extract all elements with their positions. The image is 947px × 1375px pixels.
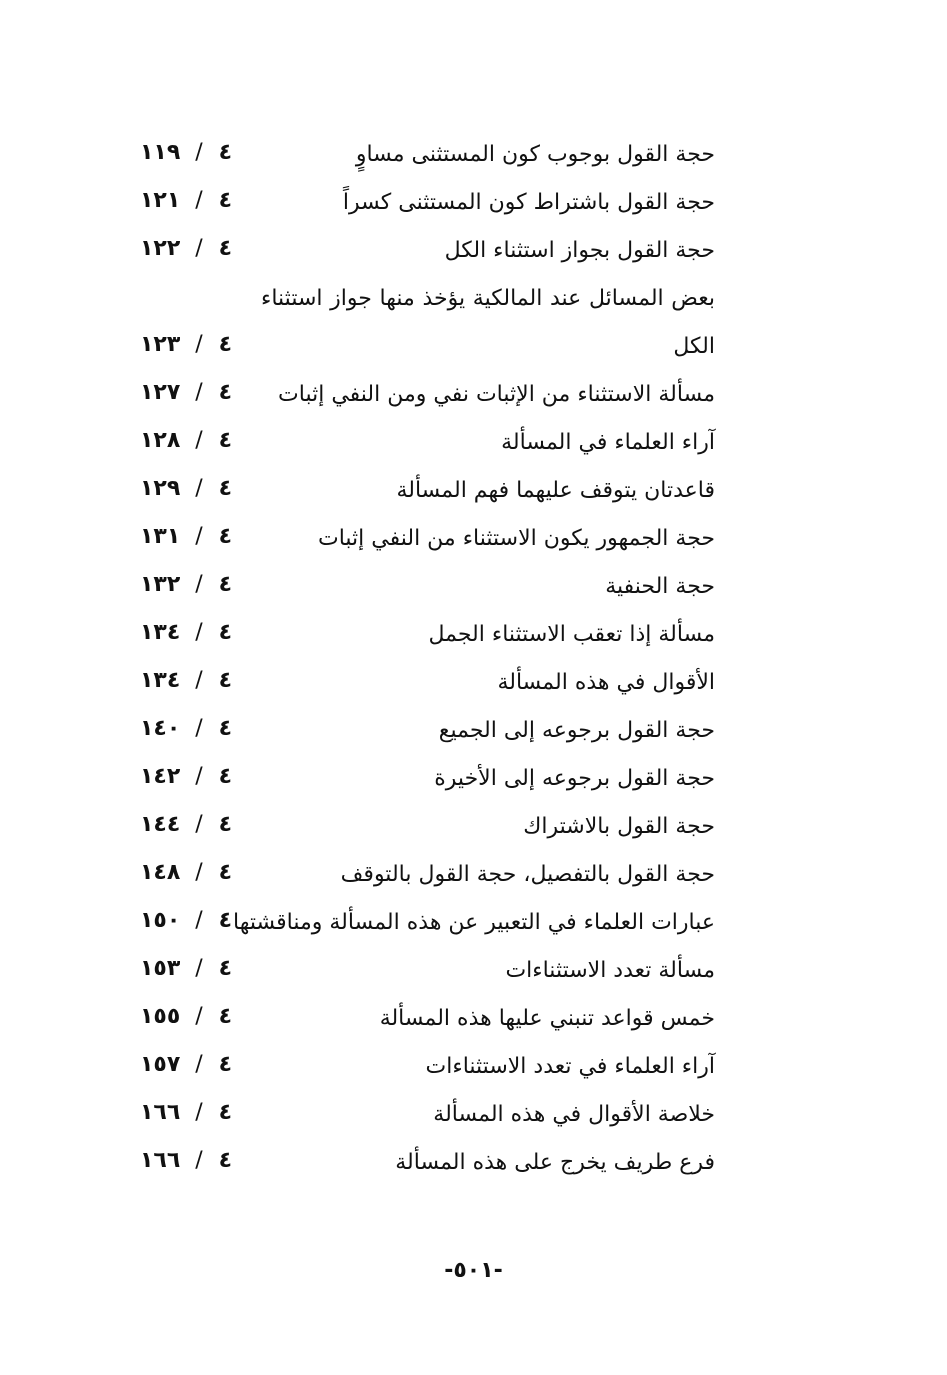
- toc-separator: /: [195, 812, 203, 837]
- table-of-contents: [0, 131, 947, 1187]
- toc-page-number: ١٤٠: [140, 716, 181, 741]
- toc-row: [0, 755, 947, 803]
- toc-entry-title: بعض المسائل عند المالكية يؤخذ منها جواز استثناء: [261, 286, 715, 311]
- toc-volume-number: ٤: [218, 188, 232, 213]
- toc-page-number: ١٦٦: [140, 1100, 181, 1125]
- toc-page-number: ١٥٥: [140, 1004, 181, 1029]
- toc-row: [0, 131, 947, 179]
- toc-row: [0, 995, 947, 1043]
- toc-page-number: ١٢٩: [140, 476, 181, 501]
- toc-entry-title: آراء العلماء في تعدد الاستثناءات: [425, 1054, 715, 1079]
- toc-volume-number: ٤: [218, 1004, 232, 1029]
- toc-page-number: ١٣١: [140, 524, 181, 549]
- toc-entry-reference: [140, 377, 236, 409]
- toc-entry-title: حجة القول باشتراط كون المستثنى كسراً: [342, 190, 715, 215]
- toc-entry-title: حجة الحنفية: [605, 574, 715, 599]
- toc-volume-number: ٤: [218, 812, 232, 837]
- toc-entry-title: آراء العلماء في المسألة: [501, 430, 715, 455]
- toc-page-number: ١٦٦: [140, 1148, 181, 1173]
- toc-volume-number: ٤: [218, 1148, 232, 1173]
- toc-row: [0, 371, 947, 419]
- toc-page-number: ١٤٨: [140, 860, 181, 885]
- toc-volume-number: ٤: [218, 956, 232, 981]
- toc-row: [0, 1139, 947, 1187]
- toc-volume-number: ٤: [218, 140, 232, 165]
- toc-volume-number: ٤: [218, 476, 232, 501]
- toc-row: [0, 323, 947, 371]
- toc-page-number: ١٢٢: [140, 236, 181, 261]
- toc-entry-title: حجة القول بجواز استثناء الكل: [444, 238, 715, 263]
- toc-row: [0, 467, 947, 515]
- toc-entry-title: قاعدتان يتوقف عليهما فهم المسألة: [396, 478, 715, 503]
- toc-entry-reference: [140, 713, 236, 745]
- toc-row: [0, 1043, 947, 1091]
- toc-row: [0, 707, 947, 755]
- toc-row: [0, 227, 947, 275]
- toc-entry-reference: [140, 1145, 236, 1177]
- toc-entry-title: مسألة الاستثناء من الإثبات نفي ومن النفي إثبات: [278, 382, 715, 407]
- toc-separator: /: [195, 428, 203, 453]
- toc-page-number: ١٥٠: [140, 908, 181, 933]
- toc-volume-number: ٤: [218, 236, 232, 261]
- toc-entry-reference: [140, 809, 236, 841]
- toc-entry-reference: [140, 521, 236, 553]
- toc-page-number: ١٣٢: [140, 572, 181, 597]
- toc-page-number: ١٢٨: [140, 428, 181, 453]
- toc-entry-reference: [140, 137, 236, 169]
- toc-entry-reference: [140, 761, 236, 793]
- toc-separator: /: [195, 188, 203, 213]
- toc-separator: /: [195, 140, 203, 165]
- toc-entry-title: مسألة تعدد الاستثناءات: [505, 958, 715, 983]
- toc-volume-number: ٤: [218, 572, 232, 597]
- toc-page-number: ١٤٢: [140, 764, 181, 789]
- toc-page-number: ١٢٣: [140, 332, 181, 357]
- toc-entry-reference: [140, 1001, 236, 1033]
- toc-volume-number: ٤: [218, 860, 232, 885]
- toc-row: [0, 515, 947, 563]
- toc-entry-reference: [140, 617, 236, 649]
- toc-entry-reference: [140, 185, 236, 217]
- toc-row: [0, 419, 947, 467]
- toc-volume-number: ٤: [218, 668, 232, 693]
- page-number: -٥٠١-: [444, 1258, 503, 1283]
- toc-separator: /: [195, 572, 203, 597]
- toc-separator: /: [195, 860, 203, 885]
- toc-separator: /: [195, 1100, 203, 1125]
- toc-entry-title: مسألة إذا تعقب الاستثناء الجمل: [428, 622, 715, 647]
- toc-volume-number: ٤: [218, 1052, 232, 1077]
- toc-page-number: ١٢٧: [140, 380, 181, 405]
- toc-separator: /: [195, 1052, 203, 1077]
- toc-separator: /: [195, 380, 203, 405]
- toc-volume-number: ٤: [218, 428, 232, 453]
- toc-page-number: ١٤٤: [140, 812, 181, 837]
- toc-row: [0, 803, 947, 851]
- toc-entry-reference: [140, 905, 236, 937]
- toc-separator: /: [195, 956, 203, 981]
- toc-entry-reference: [140, 953, 236, 985]
- toc-volume-number: ٤: [218, 620, 232, 645]
- toc-entry-reference: [140, 425, 236, 457]
- toc-separator: /: [195, 524, 203, 549]
- toc-row: [0, 659, 947, 707]
- toc-entry-title: عبارات العلماء في التعبير عن هذه المسألة ومناقشتها: [233, 910, 715, 935]
- toc-entry-reference: [140, 233, 236, 265]
- toc-entry-title: حجة القول بوجوب كون المستثنى مساوٍ: [355, 142, 715, 167]
- toc-entry-title: خمس قواعد تنبني عليها هذه المسألة: [379, 1006, 715, 1031]
- toc-separator: /: [195, 716, 203, 741]
- toc-entry-reference: [140, 569, 236, 601]
- toc-entry-reference: [140, 857, 236, 889]
- toc-volume-number: ٤: [218, 716, 232, 741]
- toc-page-number: ١٥٣: [140, 956, 181, 981]
- toc-entry-title: حجة القول برجوعه إلى الجميع: [438, 718, 715, 743]
- toc-separator: /: [195, 908, 203, 933]
- toc-page-number: ١٣٤: [140, 668, 181, 693]
- toc-entry-title: حجة الجمهور يكون الاستثناء من النفي إثبات: [317, 526, 715, 551]
- toc-separator: /: [195, 236, 203, 261]
- toc-separator: /: [195, 1148, 203, 1173]
- toc-volume-number: ٤: [218, 380, 232, 405]
- toc-separator: /: [195, 476, 203, 501]
- toc-entry-title: الأقوال في هذه المسألة: [497, 670, 715, 695]
- toc-entry-title: حجة القول بالتفصيل، حجة القول بالتوقف: [340, 862, 715, 887]
- toc-page-number: ١١٩: [140, 140, 181, 165]
- toc-entry-reference: [140, 473, 236, 505]
- toc-page-number: ١٥٧: [140, 1052, 181, 1077]
- toc-entry-title: الكل: [673, 334, 715, 359]
- toc-row: [0, 611, 947, 659]
- toc-separator: /: [195, 620, 203, 645]
- toc-volume-number: ٤: [218, 332, 232, 357]
- toc-separator: /: [195, 668, 203, 693]
- toc-entry-reference: [140, 665, 236, 697]
- toc-entry-title: خلاصة الأقوال في هذه المسألة: [433, 1102, 715, 1127]
- toc-entry-title: حجة القول برجوعه إلى الأخيرة: [434, 766, 715, 791]
- toc-volume-number: ٤: [218, 524, 232, 549]
- toc-row: [0, 947, 947, 995]
- toc-row: [0, 899, 947, 947]
- toc-page-number: ١٣٤: [140, 620, 181, 645]
- toc-separator: /: [195, 1004, 203, 1029]
- toc-separator: /: [195, 764, 203, 789]
- toc-separator: /: [195, 332, 203, 357]
- toc-volume-number: ٤: [218, 764, 232, 789]
- toc-entry-title: حجة القول بالاشتراك: [523, 814, 715, 839]
- toc-row: [0, 563, 947, 611]
- toc-entry-reference: [140, 329, 236, 361]
- toc-entry-reference: [140, 1097, 236, 1129]
- toc-entry-reference: [140, 1049, 236, 1081]
- toc-entry-title: فرع طريف يخرج على هذه المسألة: [395, 1150, 715, 1175]
- toc-volume-number: ٤: [218, 908, 232, 933]
- toc-row: [0, 1091, 947, 1139]
- toc-volume-number: ٤: [218, 1100, 232, 1125]
- toc-row: [0, 851, 947, 899]
- toc-row-wrapped-start: [0, 275, 947, 323]
- toc-page-number: ١٢١: [140, 188, 181, 213]
- toc-row: [0, 179, 947, 227]
